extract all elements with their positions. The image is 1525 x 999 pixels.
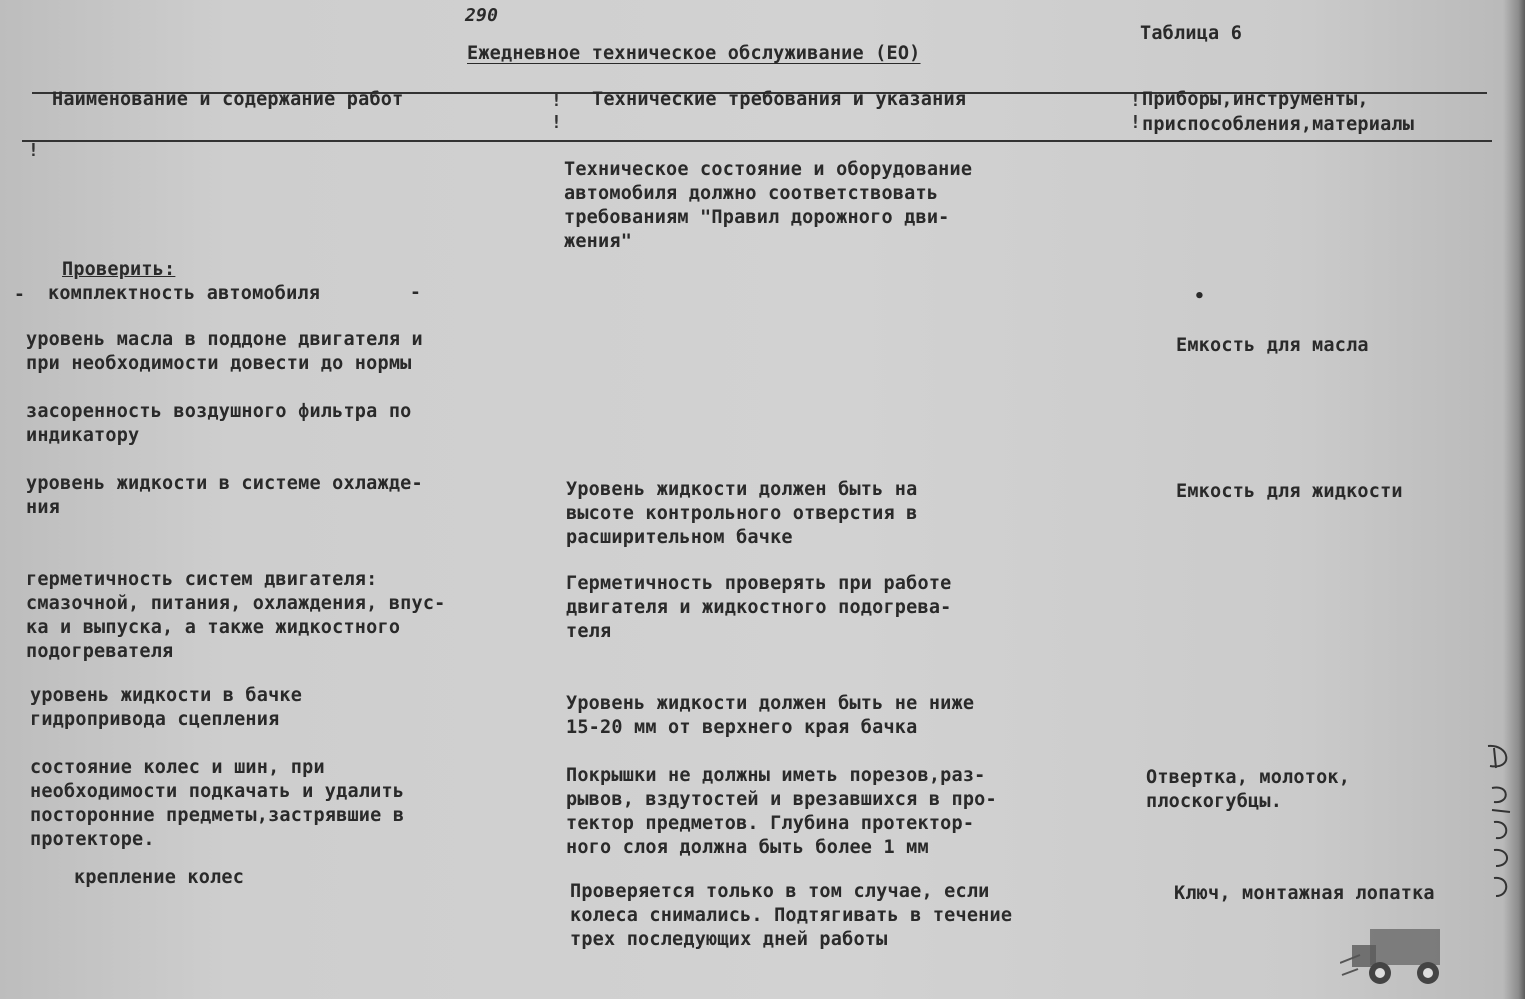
row-5-work-text: герметичность систем двигателя: смазочной, питания, охлаждения, впус- ка и выпуска, а также жидкостного подогревателя [26,569,446,662]
row-4-work [26,472,423,520]
row-4-tools: Емкость для жидкости [1176,481,1403,502]
row-5-work [26,568,446,664]
truck-stamp-icon [1340,915,1455,995]
row-2-work [26,328,423,376]
header-separator-1: ! ! [551,90,562,133]
row-8-tools: Ключ, монтажная лопатка [1174,883,1435,904]
document-title: Ежедневное техническое обслуживание (ЕО) [467,43,921,64]
row-7-work [30,756,404,852]
stray-mark: • [1194,286,1205,307]
header-separator-2: ! ! [1130,90,1141,133]
row-1-work: комплектность автомобиля [48,283,321,304]
body-left-mark: ! [28,140,39,161]
row-3-work [26,400,412,448]
row-8-requirement: Проверяется только в том случае, если колеса снимались. Подтягивать в течение трех последующих дней работы [570,881,1013,950]
header-col-requirements: Технические требования и указания [592,89,967,110]
row-7-tools: Отвертка, молоток, плоскогубцы. [1146,767,1351,812]
general-requirement: Техническое состояние и оборудование автомобиля должно соответствовать требованиям "Правил дорожного дви- жения" [564,159,973,252]
row-3-work-text: засоренность воздушного фильтра по индикатору [26,401,412,446]
row-4-work-text: уровень жидкости в системе охлажде- ния [26,473,423,518]
header-col-work: Наименование и содержание работ [52,89,404,110]
header-col-tools-line2: приспособления,материалы [1142,114,1415,135]
table-label: Таблица 6 [1140,23,1243,44]
row-4-requirement: Уровень жидкости должен быть на высоте контрольного отверстия в расширительном бачке [566,479,918,548]
row-6-requirement: Уровень жидкости должен быть не ниже 15-20 мм от верхнего края бачка [566,693,975,738]
row-2-tools: Емкость для масла [1176,335,1369,356]
row-2-work-text: уровень масла в поддоне двигателя и при необходимости довести до нормы [26,329,423,374]
check-label: Проверить: [62,259,176,280]
row-8-work: крепление колес [74,867,245,888]
row-7-requirement: Покрышки не должны иметь порезов,раз- рывов, вздутостей и врезавшихся в про- тектор предметов. Глубина протектор- ного слоя должна быть более 1 мм [566,765,997,858]
row-6-work-text: уровень жидкости в бачке гидропривода сцепления [30,685,303,730]
row-7-work-text: состояние колес и шин, при необходимости подкачать и удалить посторонние предметы,застрявшие в протекторе. [30,757,405,850]
handwritten-margin-mark [1480,740,1524,910]
row-6-work [30,684,302,732]
stray-mark: - [410,282,421,303]
header-bottom-rule [22,140,1492,142]
page-number: 290 [465,5,499,26]
header-col-tools-line1: Приборы,инструменты, [1142,89,1369,110]
row-5-requirement: Герметичность проверять при работе двигателя и жидкостного подогрева- теля [566,573,952,642]
stray-mark: - [14,284,25,305]
